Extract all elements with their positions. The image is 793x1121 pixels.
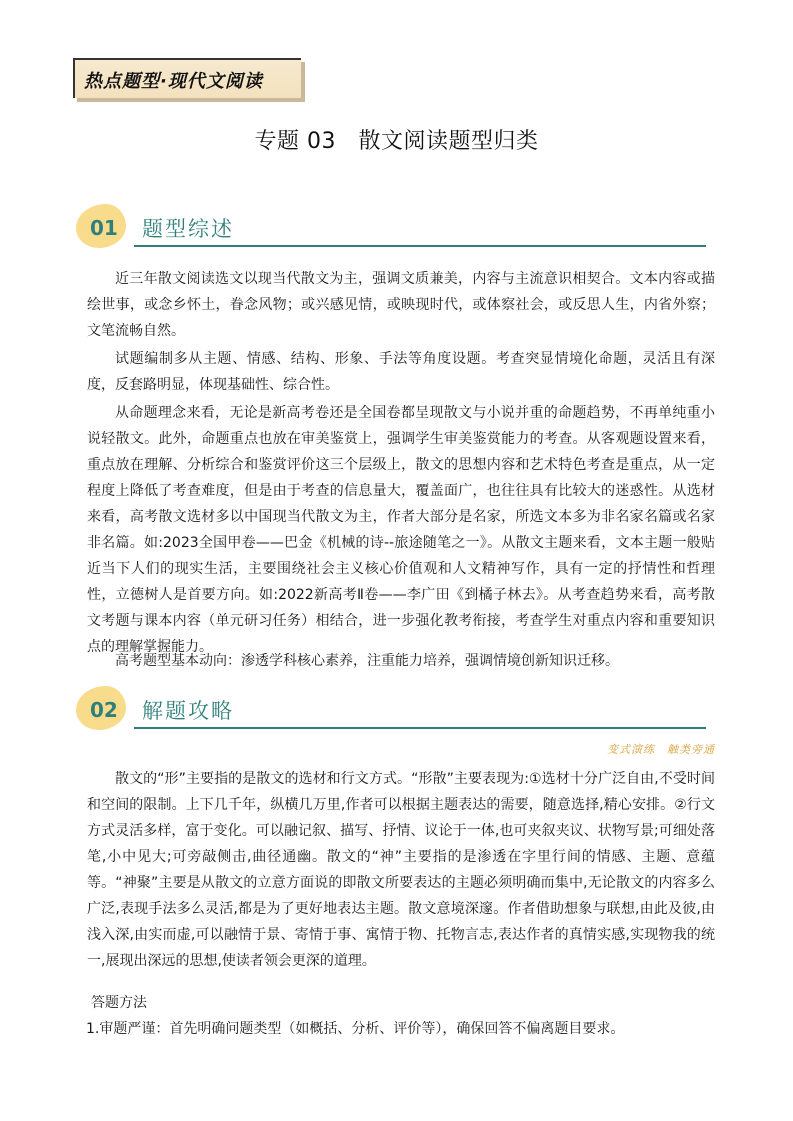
section-number: 02 — [90, 698, 118, 722]
practice-hint: 变式演练 触类旁通 — [607, 743, 715, 756]
page-title: 专题 03 散文阅读题型归类 — [254, 129, 539, 154]
section-number-badge — [76, 204, 130, 248]
category-tag — [73, 58, 301, 98]
overview-paragraph-4: 高考题型基本动向：渗透学科核心素养，注重能力培养，强调情境创新知识迁移。 — [115, 653, 619, 669]
section-title: 解题攻略 — [142, 699, 234, 723]
overview-paragraph-2: 试题编制多从主题、情感、结构、形象、手法等角度设题。考查突显情境化命题，灵活且有深度，反套路明显，体现基础性、综合性。 — [87, 351, 715, 393]
section-header-strategy — [76, 686, 706, 734]
overview-paragraph-1: 近三年散文阅读选文以现当代散文为主，强调文质兼美，内容与主流意识相契合。文本内容或描绘世事，或念乡怀土，眷念风物；或兴感见情，或映现时代，或体察社会，或反思人生，内省外察；文笔流畅自然。 — [87, 271, 715, 339]
category-tag-label: 热点题型·现代文阅读 — [84, 71, 263, 92]
section-number: 01 — [90, 216, 118, 240]
section-title: 题型综述 — [142, 217, 234, 241]
section-number-badge — [76, 686, 130, 730]
strategy-paragraph: 散文的“形”主要指的是散文的选材和行文方式。“形散”主要表现为:①选材十分广泛自由,不受时间和空间的限制。上下几千年，纵横几万里,作者可以根据主题表达的需要，随意选择,精心安排。②行文方式灵活多样，富于变化。可以融记叙、描写、抒情、议论于一体,也可夹叙夹议、状物写景;可细处落笔,小中见大;可旁敲侧击,曲径通幽。散文的“神”主要指的是渗透在字里行间的情感、主题、意蕴等。“神聚”主要是从散文的立意方面说的即散文所要表达的主题必须明确而集中,无论散文的内容多么广泛,表现手法多么灵活,都是为了更好地表达主题。散文意境深邃。作者借助想象与联想,由此及彼,由浅入深,由实而虚,可以融情于景、寄情于事、寓情于物、托物言志,表达作者的真情实感,实现物我的统一,展现出深远的思想,使读者领会更深的道理。 — [87, 771, 715, 969]
method-item-1: 1.审题严谨：首先明确问题类型（如概括、分析、评价等），确保回答不偏离题目要求。 — [86, 1021, 625, 1037]
section-divider — [134, 727, 706, 729]
section-divider — [134, 245, 706, 247]
overview-paragraph-3: 从命题理念来看，无论是新高考卷还是全国卷都呈现散文与小说并重的命题趋势，不再单纯重小说轻散文。此外，命题重点也放在审美鉴赏上，强调学生审美鉴赏能力的考查。从客观题设置来看，重点放在理解、分析综合和鉴赏评价这三个层级上，散文的思想内容和艺术特色考查是重点，从一定程度上降低了考查难度，但是由于考查的信息量大，覆盖面广，也往往具有比较大的迷惑性。从选材来看，高考散文选材多以中国现当代散文为主，作者大部分是名家，所选文本多为非名家名篇或名家非名篇。如:2023全国甲卷——巴金《机械的诗--旅途随笔之一》。从散文主题来看，文本主题一般贴近当下人们的现实生活，主要围绕社会主义核心价值观和人文精神写作，具有一定的抒情性和哲理性，立德树人是首要方向。如:2022新高考Ⅱ卷——李广田《到橘子林去》。从考查趋势来看，高考散文考题与课本内容（单元研习任务）相结合，进一步强化教考衔接，考查学生对重点内容和重要知识点的理解掌握能力。 — [87, 405, 715, 655]
section-header-overview — [76, 204, 706, 252]
method-label: 答题方法 — [91, 995, 147, 1011]
